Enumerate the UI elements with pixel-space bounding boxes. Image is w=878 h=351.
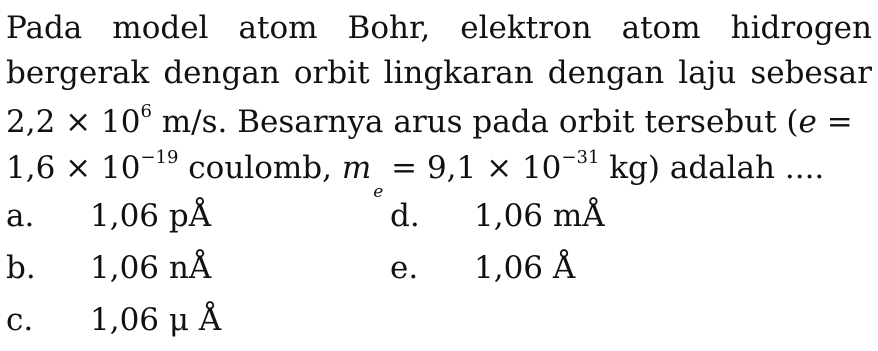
option-letter: b. [6,250,36,286]
mass-value: = 9,1 × 10 [381,150,562,186]
charge-exponent: −19 [140,146,179,168]
question-text-3: m/s. Besarnya arus pada orbit tersebut ( [151,104,799,140]
option-letter: d. [390,198,420,234]
option-value: 1,06 nÅ [90,250,212,286]
option-value: 1,06 Å [474,250,576,286]
question-line-1: Pada model atom Bohr, elektron atom hidrogen [6,10,872,46]
velocity-exponent: 6 [140,100,152,122]
mass-subscript: e [373,182,384,203]
velocity-value: 2,2 × 10 [6,104,141,140]
option-value: 1,06 μ Å [90,302,222,338]
mass-exponent: −31 [561,146,600,168]
charge-value: 1,6 × 10 [6,150,141,186]
question-text-4b: kg) adalah .... [599,150,825,186]
option-value: 1,06 mÅ [474,198,605,234]
question-line-3 [6,102,853,142]
question-line-2: bergerak dengan orbit lingkaran dengan laju sebesar [6,55,872,91]
question-text-4a: coulomb, [178,150,342,186]
option-letter: c. [6,302,34,338]
option-letter: a. [6,198,35,234]
equals-sign: = [816,104,853,140]
question-line-4 [6,146,825,203]
option-letter: e. [390,250,419,286]
mass-symbol: m [341,150,372,186]
option-value: 1,06 pÅ [90,198,212,234]
charge-symbol: e [798,104,817,140]
